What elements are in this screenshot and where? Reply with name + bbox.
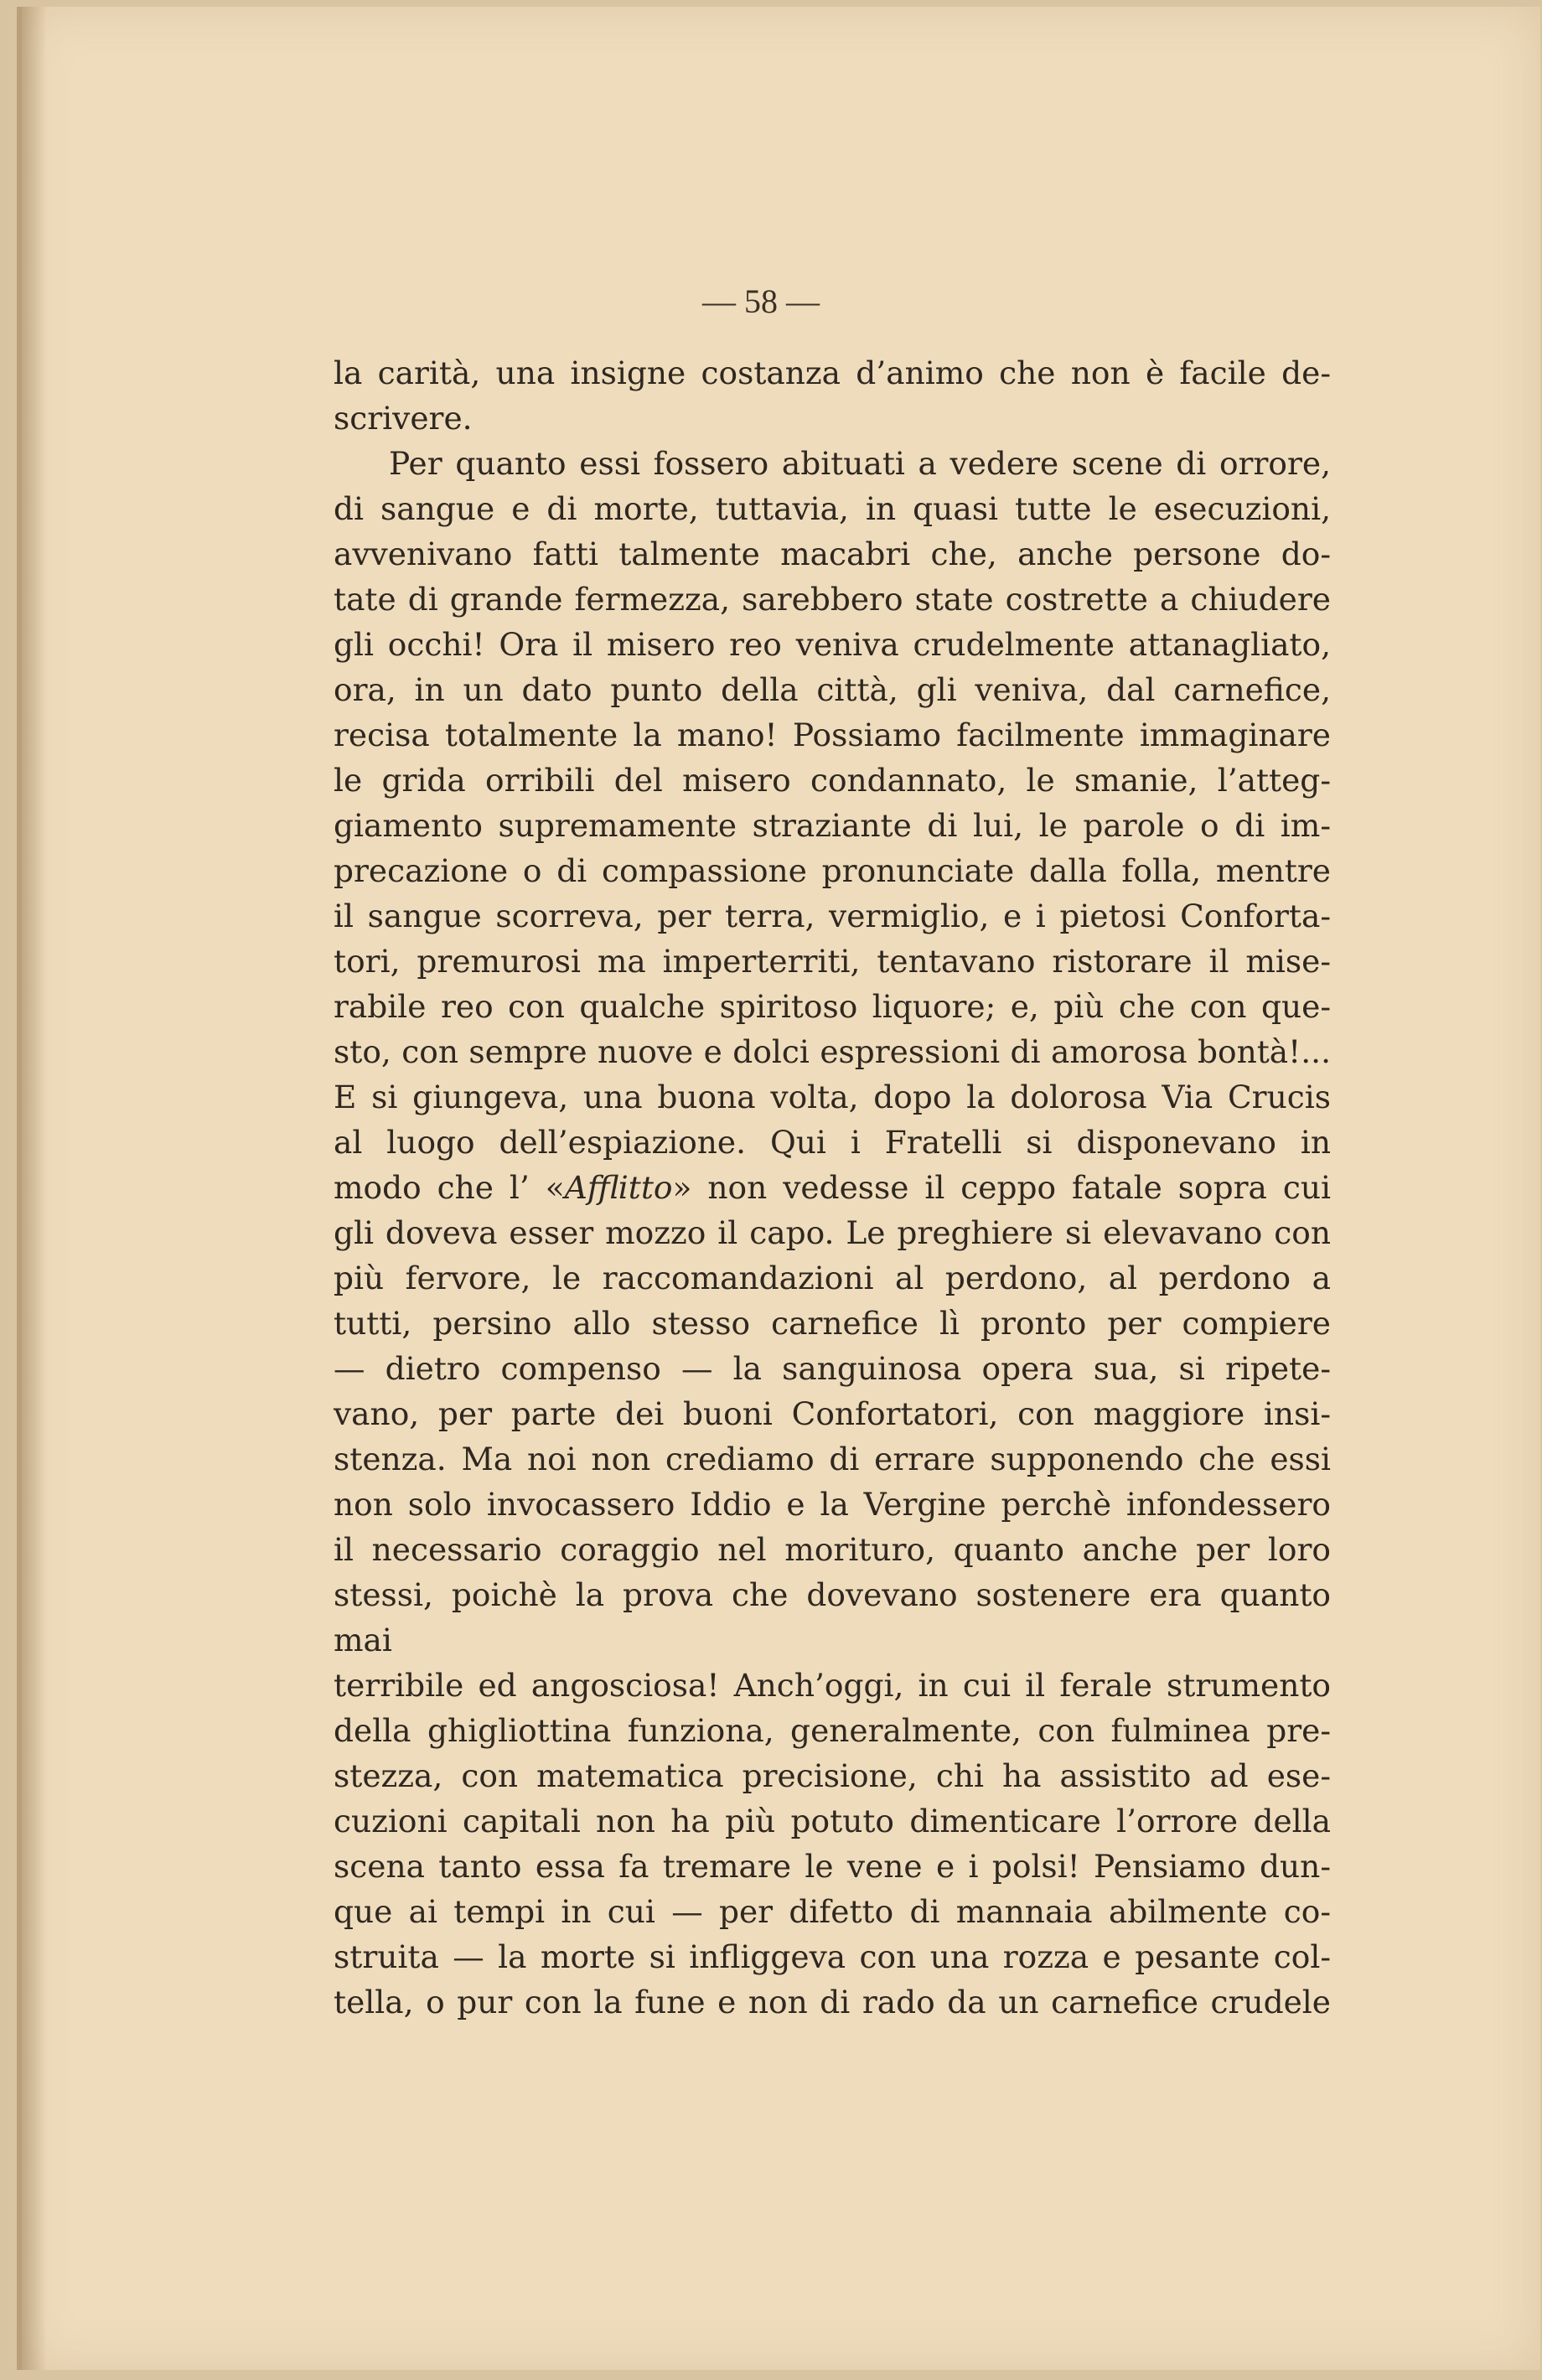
text-line: que ai tempi in cui — per difetto di mannaia abilmente co- xyxy=(334,1893,1331,1930)
text-line: struita — la morte si infliggeva con una rozza e pesante col- xyxy=(334,1938,1331,1975)
text-line: la carità, una insigne costanza d’animo che non è facile de- xyxy=(334,354,1331,391)
text-line: al luogo dell’espiazione. Qui i Fratelli si disponevano in xyxy=(334,1124,1331,1161)
page-number: — 58 — xyxy=(702,282,820,320)
text-line: avvenivano fatti talmente macabri che, anche persone do- xyxy=(334,536,1331,572)
italic-term: Afflitto xyxy=(564,1169,673,1206)
text-line: il sangue scorreva, per terra, vermiglio, e i pietosi Conforta- xyxy=(334,898,1331,934)
text-segment: » non vedesse il ceppo fatale sopra cui xyxy=(672,1169,1331,1206)
text-line-with-italic xyxy=(334,1165,1331,1210)
text-line: precazione o di compassione pronunciate dalla folla, mentre xyxy=(334,852,1331,889)
text-line: giamento supremamente straziante di lui, le parole o di im- xyxy=(334,807,1331,844)
text-line: scrivere. xyxy=(334,400,473,437)
text-line: di sangue e di morte, tuttavia, in quasi tutte le esecuzioni, xyxy=(334,490,1331,527)
text-line: tutti, persino allo stesso carnefice lì pronto per compiere xyxy=(334,1305,1331,1342)
text-line: rabile reo con qualche spiritoso liquore; e, più che con que- xyxy=(334,988,1331,1025)
text-line: E si giungeva, una buona volta, dopo la dolorosa Via Crucis xyxy=(334,1079,1331,1115)
body-text xyxy=(334,350,1331,2025)
text-line: Per quanto essi fossero abituati a vedere scene di orrore, xyxy=(389,445,1331,482)
text-line: gli occhi! Ora il misero reo veniva crudelmente attanagliato, xyxy=(334,626,1331,663)
text-line: terribile ed angosciosa! Anch’oggi, in cui il ferale strumento xyxy=(334,1667,1331,1704)
text-line: della ghigliottina funziona, generalmente, con fulminea pre- xyxy=(334,1712,1331,1749)
text-line: non solo invocassero Iddio e la Vergine perchè infondessero xyxy=(334,1486,1331,1523)
text-line: stezza, con matematica precisione, chi ha assistito ad ese- xyxy=(334,1757,1331,1794)
text-line: ora, in un dato punto della città, gli veniva, dal carnefice, xyxy=(334,671,1331,708)
text-line: cuzioni capitali non ha più potuto dimenticare l’orrore della xyxy=(334,1803,1331,1839)
text-line: scena tanto essa fa tremare le vene e i polsi! Pensiamo dun- xyxy=(334,1848,1331,1885)
text-line: tate di grande fermezza, sarebbero state costrette a chiudere xyxy=(334,581,1331,618)
page-edge-shadow xyxy=(22,7,47,2370)
text-line: stenza. Ma noi non crediamo di errare supponendo che essi xyxy=(334,1441,1331,1477)
text-line: — dietro compenso — la sanguinosa opera sua, si ripete- xyxy=(334,1350,1331,1387)
text-line: il necessario coraggio nel morituro, quanto anche per loro xyxy=(334,1531,1331,1568)
text-line: stessi, poichè la prova che dovevano sostenere era quanto mai xyxy=(334,1576,1331,1658)
text-line: tori, premurosi ma imperterriti, tentavano ristorare il mise- xyxy=(334,943,1331,980)
text-line: recisa totalmente la mano! Possiamo facilmente immaginare xyxy=(334,717,1331,753)
text-line: più fervore, le raccomandazioni al perdono, al perdono a xyxy=(334,1260,1331,1296)
book-page xyxy=(17,7,1540,2370)
text-line: tella, o pur con la fune e non di rado da un carnefice crudele xyxy=(334,1984,1331,2020)
text-line: vano, per parte dei buoni Confortatori, con maggiore insi- xyxy=(334,1395,1331,1432)
text-line: gli doveva esser mozzo il capo. Le preghiere si elevavano con xyxy=(334,1214,1331,1251)
text-line: sto, con sempre nuove e dolci espressioni di amorosa bontà!... xyxy=(334,1033,1331,1070)
text-segment: modo che l’ « xyxy=(334,1169,565,1206)
text-line: le grida orribili del misero condannato, le smanie, l’atteg- xyxy=(334,762,1331,799)
